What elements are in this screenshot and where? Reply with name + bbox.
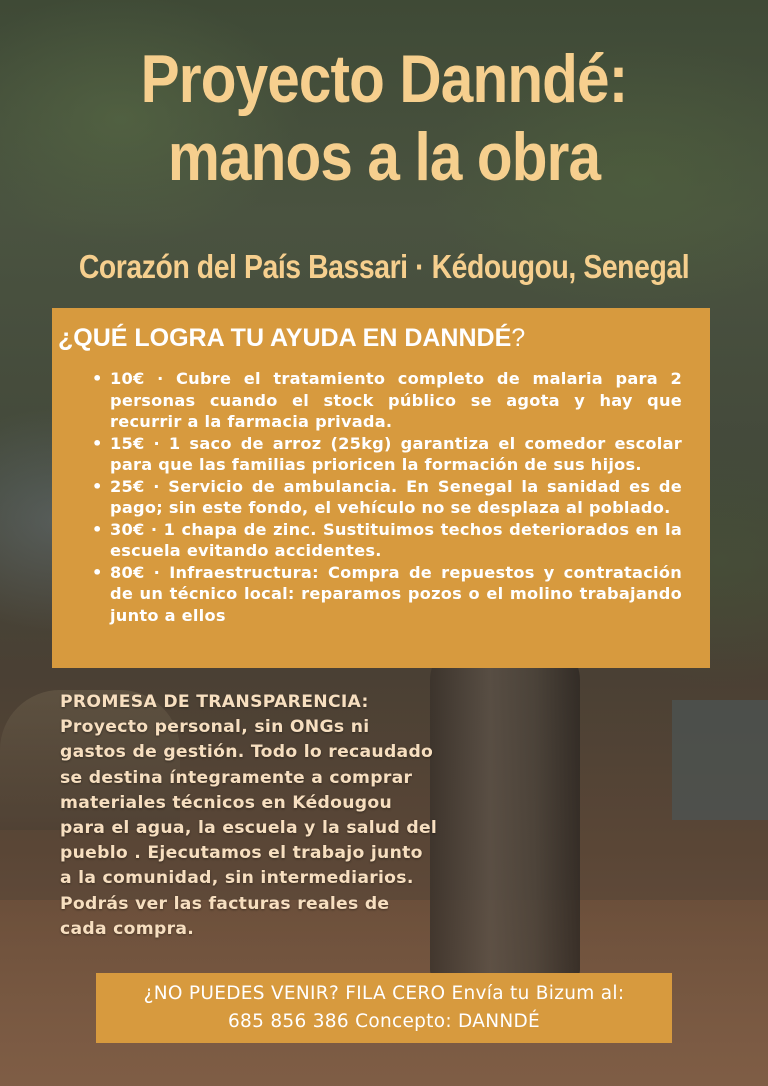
transparency-heading: PROMESA DE TRANSPARENCIA: [60, 692, 369, 712]
title-line-1: Proyecto Danndé: [140, 41, 628, 117]
poster-title [54, 40, 714, 196]
bullet-icon: • [92, 369, 103, 388]
help-heading [58, 320, 682, 356]
cta-line-2: 685 856 386 Concepto: DANNDÉ [227, 1011, 541, 1032]
help-heading-text: ¿QUÉ LOGRA TU AYUDA EN DANNDÉ [58, 324, 512, 352]
tree-trunk-shape [430, 640, 580, 980]
help-item-text: 10€ · Cubre el tratamiento completo de malaria para 2 personas cuando el stock público se agota y hay que recurrir a la farmacia privada. [110, 369, 682, 431]
help-item-text: 30€ · 1 chapa de zinc. Sustituimos techos deteriorados en la escuela evitando accidentes. [110, 519, 682, 560]
bizum-cta-box [96, 973, 672, 1043]
help-box [52, 308, 710, 668]
bullet-icon: • [92, 433, 103, 453]
poster-subtitle: Corazón del País Bassari · Kédougou, Senegal [78, 248, 690, 285]
chalkboard-shape [672, 700, 768, 820]
help-item [92, 476, 682, 519]
transparency-body: Proyecto personal, sin ONGs ni gastos de gestión. Todo lo recaudado se destina íntegramente a comprar materiales técnicos en Kédougou para el agua, la escuela y la salud del pueblo . Ejecutamos el trabajo junto a la comunidad, sin intermediarios. Podrás ver las facturas reales de cada compra. [60, 717, 438, 939]
help-list [92, 368, 682, 626]
bullet-icon: • [92, 519, 103, 539]
bullet-icon: • [92, 476, 103, 496]
help-heading-question-mark: ? [511, 324, 526, 352]
cta-line-1: ¿NO PUEDES VENIR? FILA CERO Envía tu Bizum al: [143, 983, 625, 1004]
transparency-section [60, 690, 440, 942]
help-item-text: 25€ · Servicio de ambulancia. En Senegal la sanidad es de pago; sin este fondo, el vehículo no se desplaza al poblado. [110, 476, 682, 517]
help-item-text: 15€ · 1 saco de arroz (25kg) garantiza el comedor escolar para que las familias prioricen la formación de sus hijos. [110, 433, 682, 474]
help-item-text: 80€ · Infraestructura: Compra de repuestos y contratación de un técnico local: reparamos pozos o el molino trabajando junto a ellos [110, 562, 682, 625]
help-item [92, 368, 682, 433]
help-item [92, 519, 682, 562]
help-item [92, 433, 682, 476]
title-line-2: manos a la obra [167, 119, 601, 195]
help-item [92, 562, 682, 627]
bullet-icon: • [92, 562, 103, 582]
